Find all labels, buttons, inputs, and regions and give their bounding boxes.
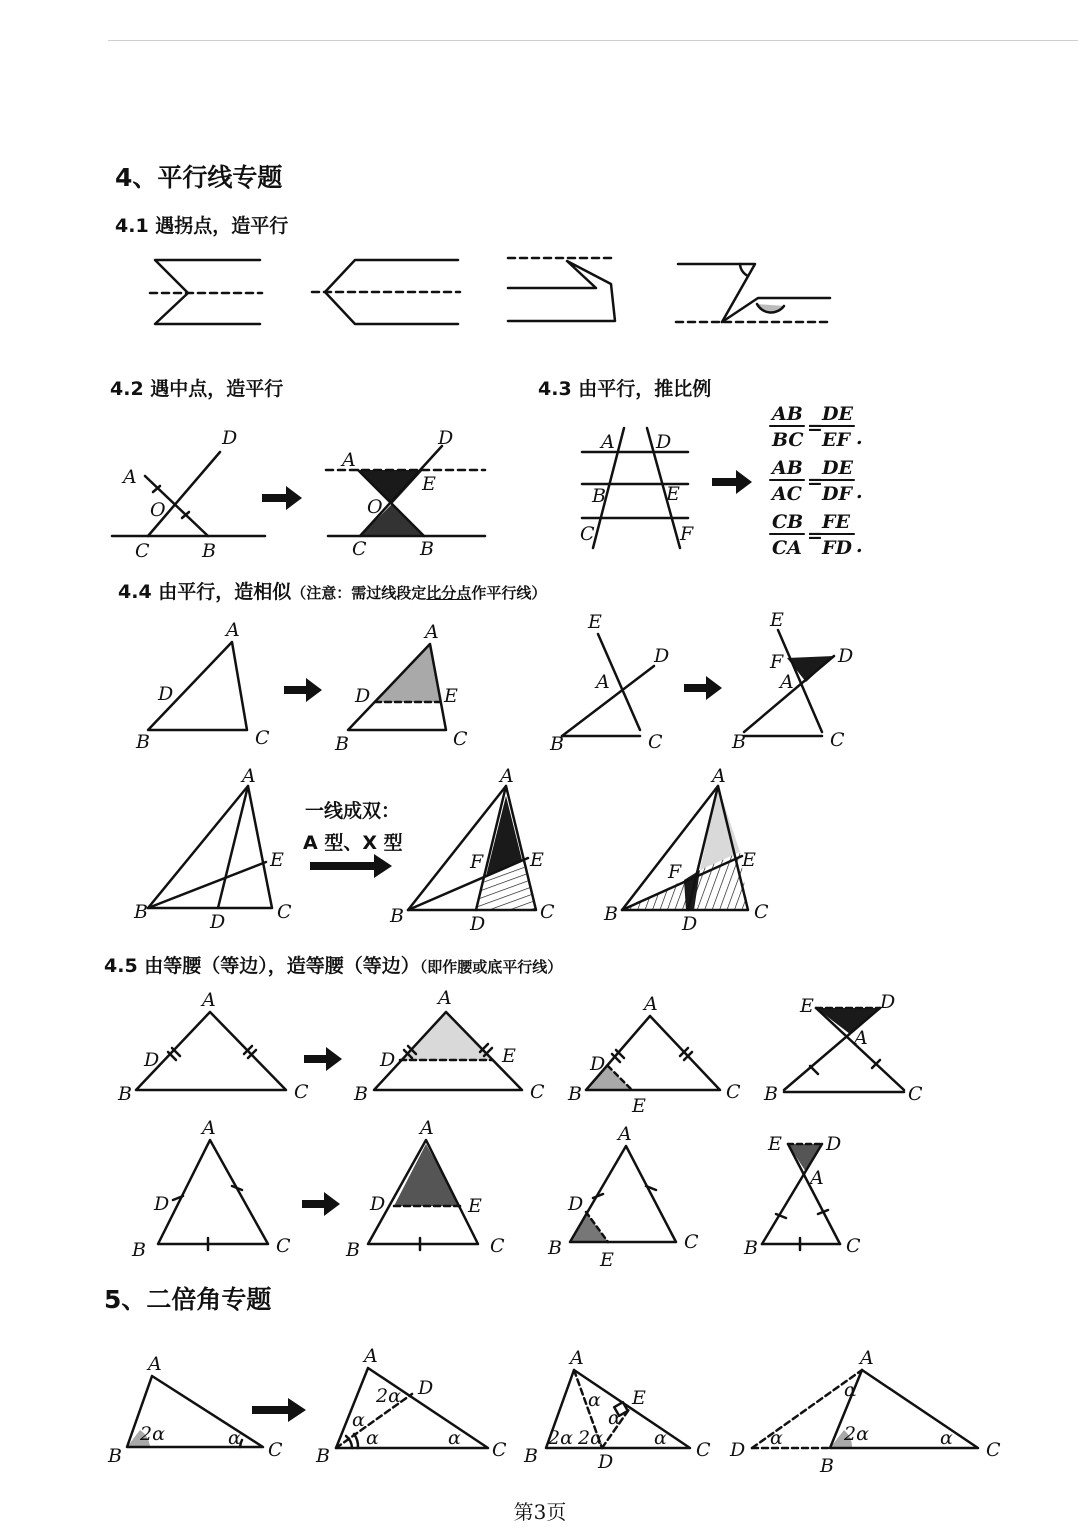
label-A: A	[202, 989, 216, 1011]
label-D: D	[154, 1193, 170, 1215]
fig-4-4-5	[133, 765, 292, 933]
fig-4-5-2	[353, 987, 545, 1105]
label-B: B	[764, 1083, 778, 1105]
label-A: A	[438, 987, 452, 1009]
label-D: D	[654, 645, 670, 667]
fig-4-1-2	[312, 260, 460, 324]
label-C: C	[696, 1439, 711, 1461]
arrow-4-4-b	[684, 676, 722, 700]
arrow-4-5-b	[302, 1192, 340, 1216]
label-E: E	[422, 473, 436, 495]
label-D: D	[880, 991, 896, 1013]
label-a: α	[352, 1409, 365, 1431]
label-B: B	[420, 538, 434, 560]
label-D: D	[158, 683, 174, 705]
label-a: α	[608, 1407, 621, 1429]
label-C: C	[490, 1235, 505, 1257]
label-B: B	[548, 1237, 562, 1259]
label-C: C	[754, 901, 769, 923]
label-D: D	[590, 1053, 606, 1075]
one-line-two-label: 一线成双：	[305, 800, 401, 822]
fig-4-4-4	[731, 609, 853, 753]
label-A: A	[618, 1123, 632, 1145]
label-A: A	[712, 765, 726, 787]
arrow-4-3	[712, 470, 752, 494]
arrow-4-4-a	[284, 678, 322, 702]
fig-4-5-3	[567, 993, 741, 1117]
label-2a: 2α	[548, 1427, 573, 1449]
label-A: A	[860, 1347, 874, 1369]
label-B: B	[335, 733, 349, 755]
label-B: B	[550, 733, 564, 755]
label-B: B	[732, 731, 746, 753]
ratio-denominator: BC	[772, 429, 804, 451]
label-B: B	[108, 1445, 122, 1467]
label-E: E	[502, 1045, 516, 1067]
label-B: B	[346, 1239, 360, 1261]
period: .	[856, 481, 863, 503]
label-C: C	[580, 523, 595, 545]
fig-5-4	[729, 1347, 1001, 1477]
label-A: A	[644, 993, 658, 1015]
label-D: D	[380, 1049, 396, 1071]
label-D: D	[730, 1439, 746, 1461]
ratio-numerator: DE	[822, 457, 853, 479]
label-A: A	[226, 619, 240, 641]
ratio-numerator: DE	[822, 403, 853, 425]
label-B: B	[744, 1237, 758, 1259]
label-D: D	[598, 1451, 614, 1473]
label-C: C	[726, 1081, 741, 1103]
label-a: α	[654, 1427, 667, 1449]
equals-sign: =	[807, 471, 823, 493]
page-number: 第3页	[513, 1500, 567, 1524]
label-D: D	[222, 427, 238, 449]
label-D: D	[568, 1193, 584, 1215]
equals-sign: =	[807, 417, 823, 439]
section-4-4-heading: 4.4 由平行，造相似	[118, 581, 292, 603]
fig-4-5-8	[743, 1133, 861, 1259]
section-4-4-note-b: 作平行线）	[471, 584, 547, 602]
label-D: D	[355, 685, 371, 707]
label-F: F	[470, 851, 484, 873]
label-A: A	[425, 621, 439, 643]
label-a: α	[588, 1389, 601, 1411]
label-A: A	[148, 1353, 162, 1375]
label-a: α	[940, 1427, 953, 1449]
label-C: C	[453, 728, 468, 750]
ratio-denominator: EF	[822, 429, 850, 451]
label-C: C	[276, 1235, 291, 1257]
ratio-numerator: AB	[772, 403, 803, 425]
label-F: F	[770, 651, 784, 673]
fig-4-5-7	[547, 1123, 699, 1271]
fig-4-1-4	[676, 264, 830, 322]
label-E: E	[468, 1195, 482, 1217]
label-O: O	[150, 499, 166, 521]
label-E: E	[632, 1095, 646, 1117]
section-5-title: 5、二倍角专题	[104, 1285, 272, 1314]
label-F: F	[680, 523, 694, 545]
label-D: D	[144, 1049, 160, 1071]
fig-5-3	[523, 1347, 711, 1473]
fig-4-2-1	[112, 427, 265, 562]
label-A: A	[601, 431, 615, 453]
label-A: A	[500, 765, 514, 787]
section-4-3-title: 4.3 由平行，推比例	[538, 378, 712, 400]
label-a: α	[770, 1427, 783, 1449]
label-C: C	[540, 901, 555, 923]
label-B: B	[202, 540, 216, 562]
arrow-5	[252, 1398, 306, 1422]
label-C: C	[294, 1081, 309, 1103]
label-E: E	[444, 685, 458, 707]
label-B: B	[316, 1445, 330, 1467]
label-C: C	[986, 1439, 1001, 1461]
label-A: A	[780, 671, 794, 693]
ratio-denominator: DF	[822, 483, 852, 505]
label-O: O	[367, 496, 383, 518]
label-E: E	[588, 611, 602, 633]
section-4-4-note-underlined: 比分点	[426, 584, 472, 602]
label-A: A	[342, 449, 356, 471]
fig-4-4-3	[549, 611, 669, 755]
label-a: α	[366, 1427, 379, 1449]
label-B: B	[524, 1445, 538, 1467]
fig-4-5-1	[117, 989, 309, 1105]
label-a: α	[448, 1427, 461, 1449]
label-E: E	[530, 849, 544, 871]
ratio-numerator: AB	[772, 457, 803, 479]
label-2a: 2α	[140, 1423, 165, 1445]
label-B: B	[604, 903, 618, 925]
label-C: C	[135, 540, 150, 562]
label-B: B	[118, 1083, 132, 1105]
label-F: F	[668, 861, 682, 883]
label-E: E	[666, 483, 680, 505]
fig-4-4-7	[603, 765, 769, 935]
fig-4-4-1	[135, 619, 270, 753]
label-E: E	[632, 1387, 646, 1409]
label-C: C	[492, 1439, 507, 1461]
ratio-denominator: CA	[772, 537, 802, 559]
period: .	[856, 535, 863, 557]
label-B: B	[592, 485, 606, 507]
label-2a: 2α	[376, 1385, 401, 1407]
label-D: D	[838, 645, 854, 667]
fig-5-2	[315, 1345, 507, 1467]
label-B: B	[354, 1083, 368, 1105]
arrow-4-5-a	[304, 1047, 342, 1071]
label-D: D	[656, 431, 672, 453]
label-B: B	[132, 1239, 146, 1261]
label-A: A	[202, 1117, 216, 1139]
arrow-4-4-c	[310, 854, 392, 878]
a-x-type-label: A 型、X 型	[303, 832, 403, 854]
fig-4-4-6	[389, 765, 555, 935]
section-4-2-title: 4.2 遇中点，造平行	[110, 378, 284, 400]
label-2a: 2α	[578, 1427, 603, 1449]
label-D: D	[826, 1133, 842, 1155]
label-C: C	[277, 901, 292, 923]
label-B: B	[136, 731, 150, 753]
label-D: D	[682, 913, 698, 935]
label-D: D	[470, 913, 486, 935]
section-4-1-title: 4.1 遇拐点，造平行	[115, 215, 289, 237]
label-E: E	[768, 1133, 782, 1155]
label-E: E	[742, 849, 756, 871]
label-B: B	[134, 901, 148, 923]
period: .	[856, 427, 863, 449]
label-A: A	[364, 1345, 378, 1367]
section-4-4-note-a: （注意：需过线段定	[291, 584, 427, 602]
label-C: C	[908, 1083, 923, 1105]
label-A: A	[596, 671, 610, 693]
label-A: A	[420, 1117, 434, 1139]
label-A: A	[123, 466, 137, 488]
label-A: A	[242, 765, 256, 787]
fig-4-1-1	[150, 260, 262, 324]
label-D: D	[418, 1377, 434, 1399]
label-B: B	[568, 1083, 582, 1105]
label-a: α	[844, 1379, 857, 1401]
arrow-4-2	[262, 486, 302, 510]
label-E: E	[800, 995, 814, 1017]
ratio-numerator: CB	[772, 511, 804, 533]
fig-4-1-3	[508, 258, 615, 321]
label-C: C	[255, 727, 270, 749]
ratio-denominator: FD	[822, 537, 852, 559]
label-A: A	[810, 1167, 824, 1189]
label-A: A	[570, 1347, 584, 1369]
fig-4-2-2	[326, 427, 485, 560]
label-C: C	[530, 1081, 545, 1103]
label-C: C	[684, 1231, 699, 1253]
section-4-5-heading: 4.5 由等腰（等边），造等腰（等边）	[104, 955, 420, 977]
label-E: E	[600, 1249, 614, 1271]
label-C: C	[846, 1235, 861, 1257]
label-D: D	[438, 427, 454, 449]
label-B: B	[390, 905, 404, 927]
label-D: D	[370, 1193, 386, 1215]
label-2a: 2α	[844, 1423, 869, 1445]
fig-4-5-4	[763, 991, 923, 1105]
label-a: α	[228, 1427, 241, 1449]
label-E: E	[270, 849, 284, 871]
label-C: C	[352, 538, 367, 560]
ratio-numerator: FE	[822, 511, 850, 533]
fig-4-3	[580, 428, 694, 548]
label-C: C	[830, 729, 845, 751]
equals-sign: =	[807, 525, 823, 547]
section-4-5-note: （即作腰或底平行线）	[419, 958, 563, 976]
fig-4-5-6	[345, 1117, 505, 1261]
fig-4-4-2	[334, 621, 468, 755]
label-C: C	[268, 1439, 283, 1461]
label-B: B	[820, 1455, 834, 1477]
ratio-denominator: AC	[772, 483, 802, 505]
ratio-list	[770, 403, 863, 559]
fig-4-5-5	[131, 1117, 291, 1261]
label-D: D	[210, 911, 226, 933]
label-C: C	[648, 731, 663, 753]
section-4-title: 4、平行线专题	[115, 163, 283, 192]
label-A: A	[854, 1027, 868, 1049]
label-E: E	[770, 609, 784, 631]
